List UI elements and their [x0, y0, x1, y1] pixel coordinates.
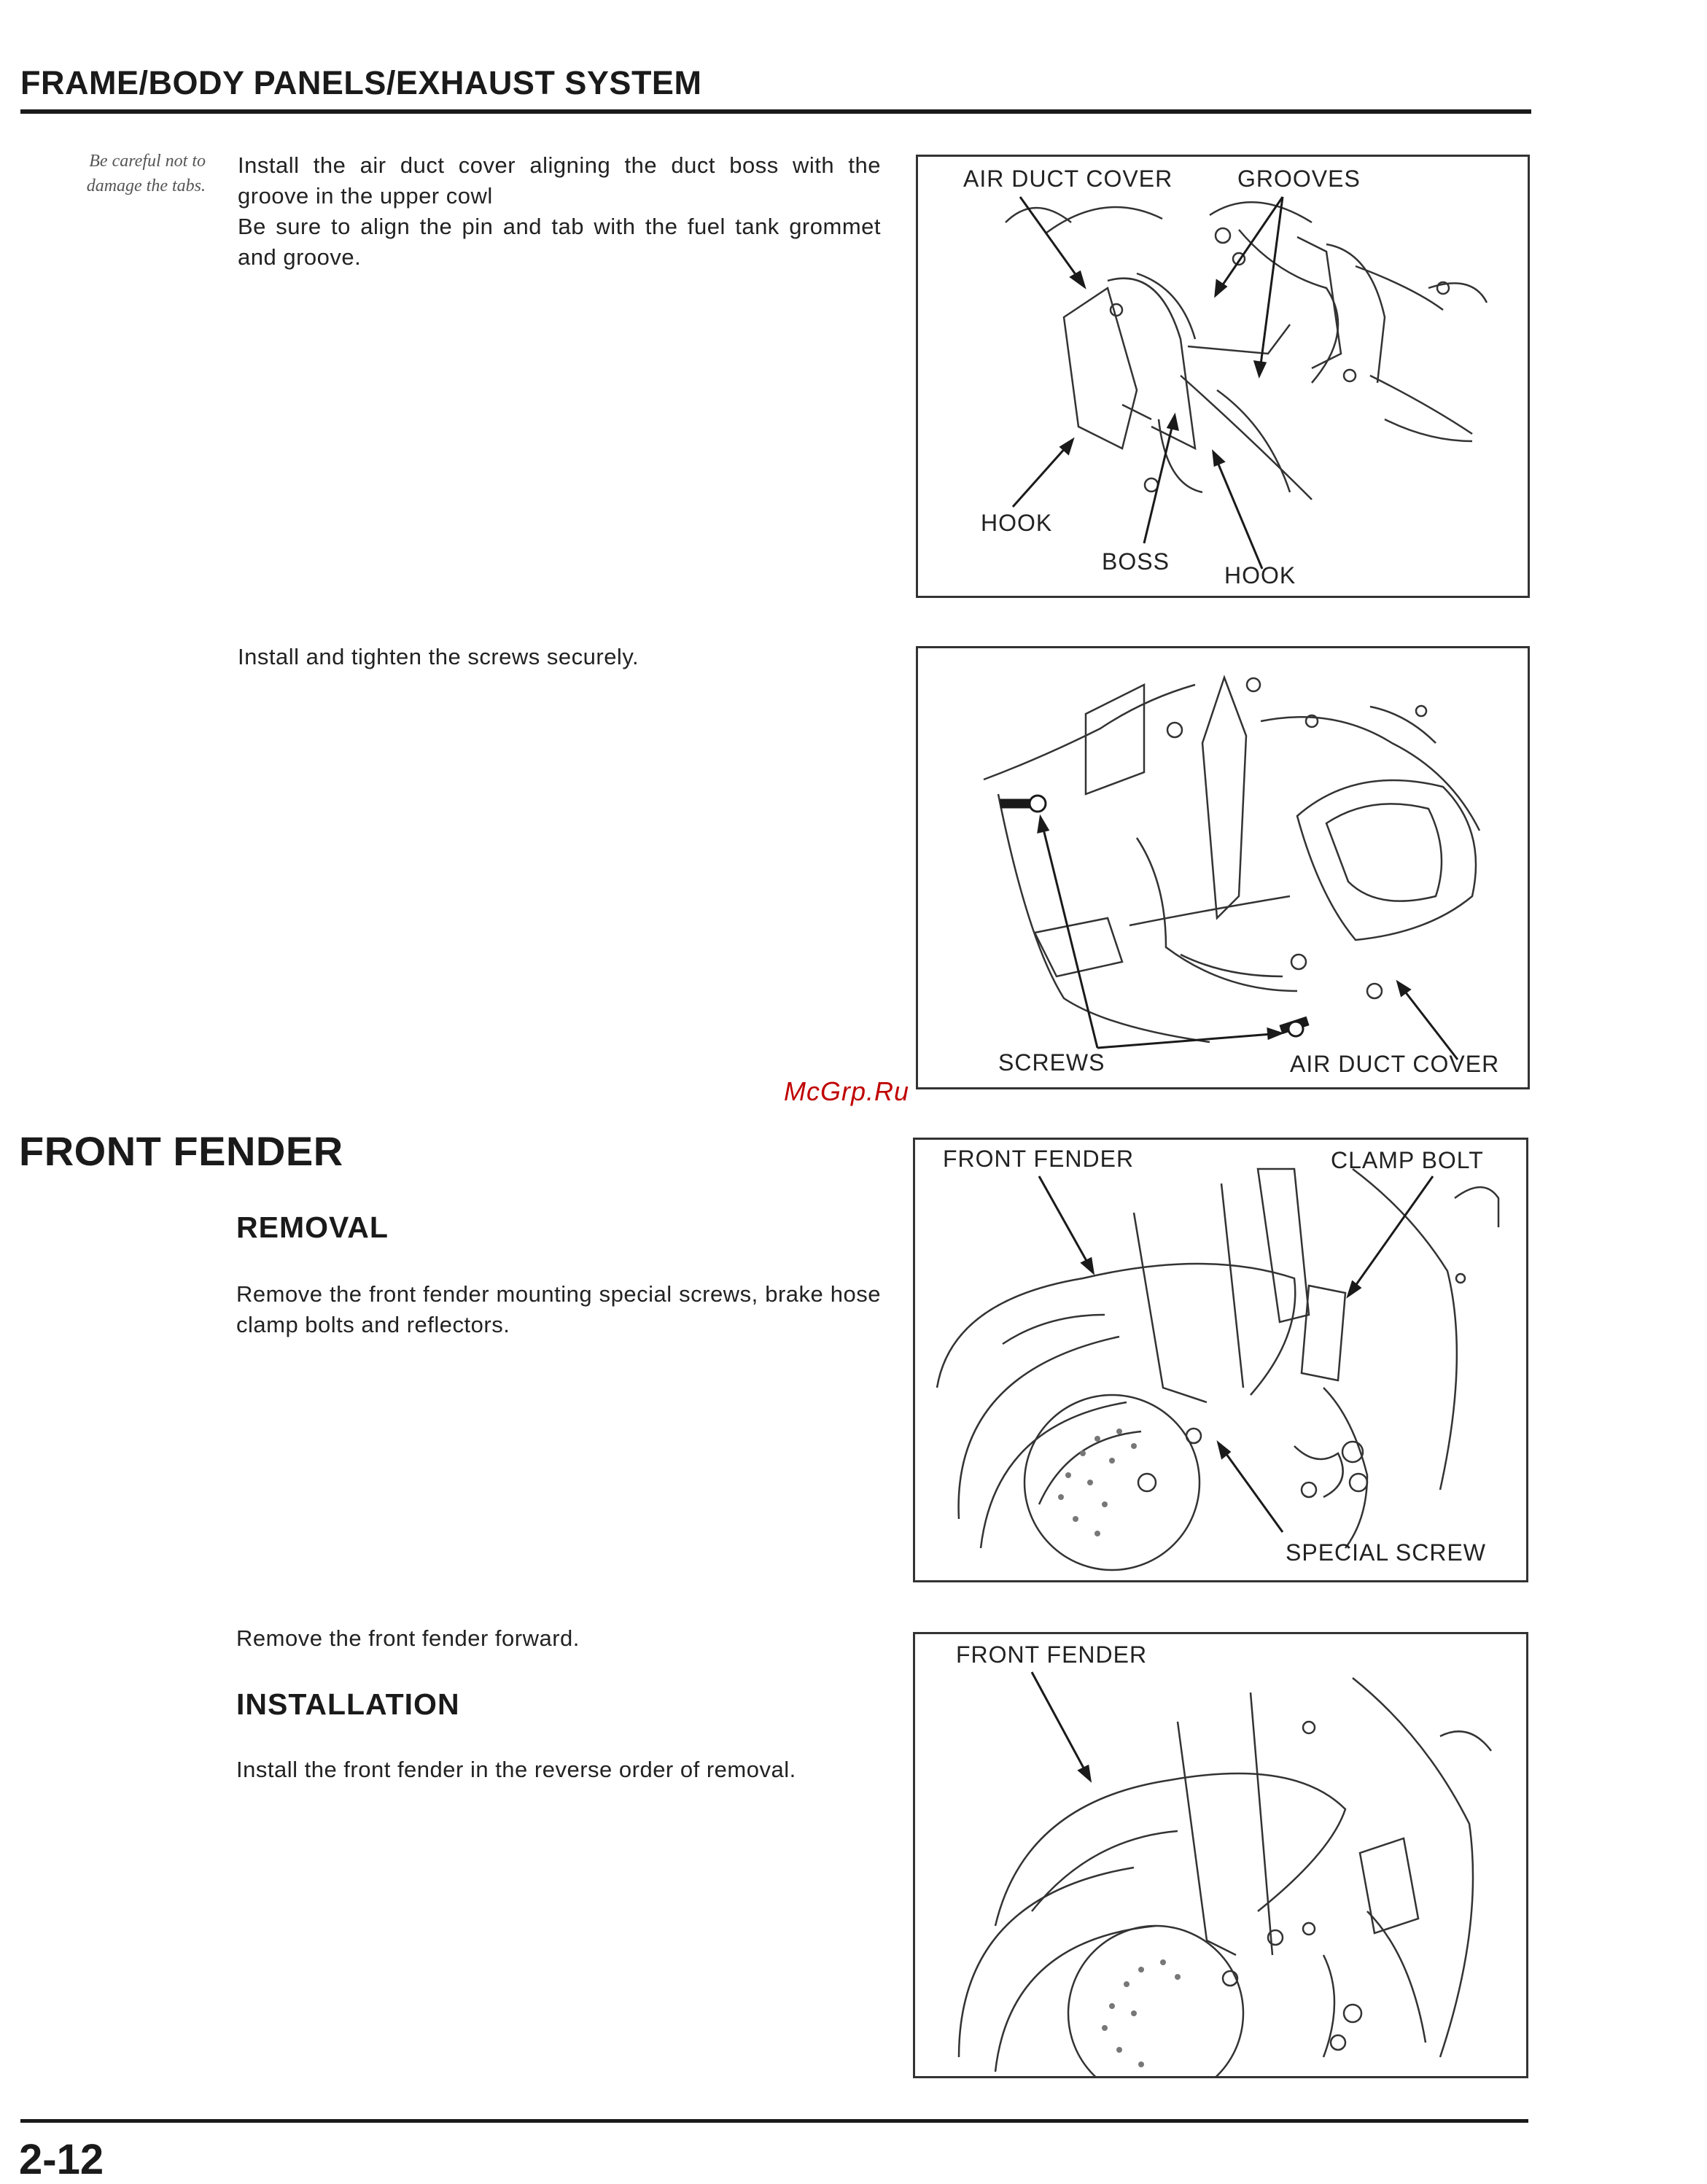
side-note-line-2: damage the tabs. [86, 176, 206, 195]
page-number: 2-12 [19, 2136, 104, 2183]
label-special-screw: SPECIAL SCREW [1286, 1539, 1486, 1566]
subsection-title-installation: INSTALLATION [236, 1687, 460, 1721]
label-air-duct-cover: AIR DUCT COVER [963, 166, 1173, 192]
label-clamp-bolt: CLAMP BOLT [1331, 1147, 1484, 1173]
front-fender-installation-drawing [915, 1634, 1528, 2078]
air-duct-install-step-2: Be sure to align the pin and tab with the fuel tank grommet and groove. [238, 214, 881, 270]
header-rule [20, 109, 1531, 114]
subsection-title-removal: REMOVAL [236, 1210, 389, 1244]
side-note-line-1: Be careful not to [89, 152, 206, 171]
installation-text: Install the front fender in the reverse order of removal. [236, 1757, 796, 1782]
air-duct-install-step-1: Install the air duct cover aligning the duct boss with the groove in the upper cowl [238, 152, 881, 209]
label-grooves: GROOVES [1237, 166, 1361, 192]
front-fender-removal-drawing [915, 1140, 1528, 1582]
label-hook-left: HOOK [981, 510, 1053, 536]
label-hook-right: HOOK [1224, 562, 1296, 588]
footer-rule [20, 2119, 1528, 2123]
screws-drawing [918, 648, 1530, 1089]
figure-front-fender-installation [913, 1632, 1528, 2078]
label-air-duct-cover-2: AIR DUCT COVER [1290, 1051, 1500, 1077]
removal-text: Remove the front fender mounting special screws, brake hose clamp bolts and reflectors. [236, 1281, 881, 1337]
page-header-title: FRAME/BODY PANELS/EXHAUST SYSTEM [20, 64, 702, 101]
figure-air-duct-cover-alignment [916, 155, 1530, 598]
fender-forward-text: Remove the front fender forward. [236, 1625, 580, 1651]
air-duct-install-text [238, 150, 881, 273]
side-note [15, 149, 206, 198]
label-front-fender-2: FRONT FENDER [956, 1641, 1148, 1668]
label-boss: BOSS [1102, 548, 1170, 575]
watermark: McGrp.Ru [784, 1076, 910, 1106]
section-title-front-fender: FRONT FENDER [19, 1128, 343, 1174]
figure-air-duct-cover-screws [916, 646, 1530, 1089]
label-front-fender: FRONT FENDER [943, 1146, 1135, 1172]
screws-text: Install and tighten the screws securely. [238, 644, 639, 669]
label-screws: SCREWS [998, 1049, 1105, 1076]
figure-front-fender-removal [913, 1138, 1528, 1582]
